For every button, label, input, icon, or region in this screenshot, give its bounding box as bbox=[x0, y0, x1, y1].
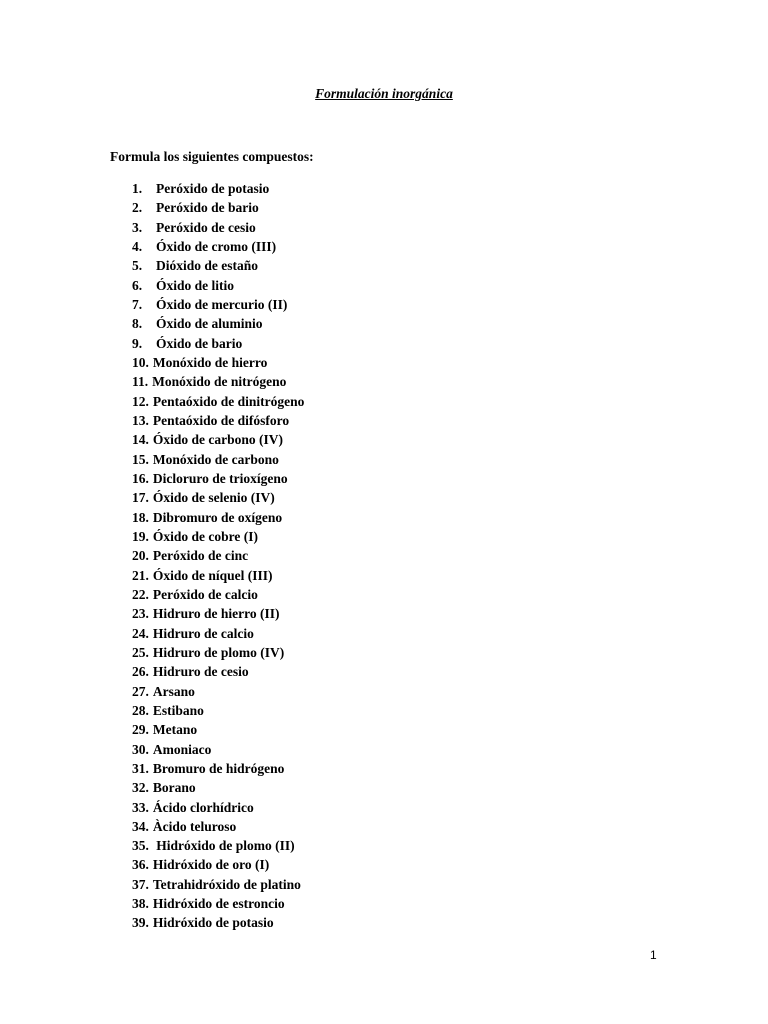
list-item-text: Hidróxido de oro (I) bbox=[152, 857, 270, 873]
list-item-text: Dibromuro de oxígeno bbox=[152, 509, 283, 525]
list-item bbox=[132, 546, 304, 565]
list-item-number: 13. bbox=[132, 412, 149, 428]
list-item-text: Arsano bbox=[152, 683, 195, 699]
list-item-number: 34. bbox=[132, 818, 149, 834]
list-item-number: 38. bbox=[132, 896, 149, 912]
list-item-text: Metano bbox=[152, 722, 198, 738]
document-title: Formulación inorgánica bbox=[315, 86, 453, 101]
list-item-text: Estibano bbox=[152, 702, 204, 718]
list-item-text: Óxido de níquel (III) bbox=[152, 567, 273, 583]
list-item-number: 15. bbox=[132, 451, 149, 467]
list-item bbox=[132, 411, 304, 430]
list-item bbox=[132, 295, 304, 314]
list-item-number: 37. bbox=[132, 876, 149, 892]
list-item-text: Dióxido de estaño bbox=[156, 258, 259, 274]
list-item bbox=[132, 276, 304, 295]
list-item-number: 1. bbox=[132, 181, 143, 196]
list-item bbox=[132, 508, 304, 527]
list-item-text: Hidruro de plomo (IV) bbox=[152, 644, 285, 660]
list-item bbox=[132, 798, 304, 817]
list-item-number: 16. bbox=[132, 470, 149, 486]
list-item-text: Pentaóxido de difósforo bbox=[152, 412, 290, 428]
list-item bbox=[132, 740, 304, 759]
list-item-text: Óxido de aluminio bbox=[156, 316, 263, 332]
list-item-number: 39. bbox=[132, 915, 149, 931]
list-item bbox=[132, 218, 304, 237]
list-item-text: Pentaóxido de dinitrógeno bbox=[152, 393, 305, 409]
list-item bbox=[132, 720, 304, 739]
list-item-number: 14. bbox=[132, 432, 149, 448]
list-item-number: 30. bbox=[132, 741, 149, 757]
list-item-number: 21. bbox=[132, 567, 149, 583]
list-item-text: Óxido de cromo (III) bbox=[156, 238, 277, 254]
list-item bbox=[132, 662, 304, 681]
list-item-number: 36. bbox=[132, 857, 149, 873]
list-item-text: Hidróxido de plomo (II) bbox=[152, 838, 295, 854]
list-item bbox=[132, 759, 304, 778]
list-item-text: Óxido de cobre (I) bbox=[152, 528, 258, 544]
list-item-number: 19. bbox=[132, 528, 149, 544]
list-item bbox=[132, 392, 304, 411]
list-item-text: Peróxido de potasio bbox=[156, 181, 270, 196]
list-item-number: 32. bbox=[132, 780, 149, 796]
list-item-number: 18. bbox=[132, 509, 149, 525]
list-item-text: Hidruro de cesio bbox=[152, 664, 249, 680]
list-item-number: 3. bbox=[132, 219, 143, 235]
list-item bbox=[132, 256, 304, 275]
list-item bbox=[132, 372, 304, 391]
list-item-text: Borano bbox=[152, 780, 196, 796]
list-item-text: Hidruro de calcio bbox=[152, 625, 254, 641]
list-item-number: 22. bbox=[132, 586, 149, 602]
list-item bbox=[132, 585, 304, 604]
list-item-text: Dicloruro de trioxígeno bbox=[152, 470, 288, 486]
list-item-text: Monóxido de carbono bbox=[152, 451, 279, 467]
list-item bbox=[132, 353, 304, 372]
list-item-number: 28. bbox=[132, 702, 149, 718]
list-item bbox=[132, 875, 304, 894]
list-item bbox=[132, 682, 304, 701]
list-item-number: 9. bbox=[132, 335, 143, 351]
list-item-number: 10. bbox=[132, 354, 149, 370]
list-item-number: 35. bbox=[132, 838, 149, 854]
list-item-number: 12. bbox=[132, 393, 149, 409]
list-item-text: Peróxido de cinc bbox=[152, 548, 249, 564]
list-item-number: 4. bbox=[132, 238, 143, 254]
list-item-text: Amoniaco bbox=[152, 741, 212, 757]
instruction-text: Formula los siguientes compuestos: bbox=[110, 149, 314, 164]
list-item-text: Óxido de litio bbox=[156, 277, 235, 293]
list-item-text: Hidróxido de potasio bbox=[152, 915, 274, 931]
list-item-number: 27. bbox=[132, 683, 149, 699]
list-item-number: 23. bbox=[132, 606, 149, 622]
list-item-number: 17. bbox=[132, 490, 149, 506]
list-item bbox=[132, 334, 304, 353]
list-item bbox=[132, 488, 304, 507]
list-item-number: 31. bbox=[132, 760, 149, 776]
list-item-number: 8. bbox=[132, 316, 143, 332]
list-item-text: Peróxido de bario bbox=[156, 200, 259, 216]
list-item-number: 29. bbox=[132, 722, 149, 738]
list-item-text: Hidróxido de estroncio bbox=[152, 896, 285, 912]
list-item-number: 20. bbox=[132, 548, 149, 564]
list-item bbox=[132, 855, 304, 874]
list-item bbox=[132, 778, 304, 797]
list-item-number: 5. bbox=[132, 258, 143, 274]
list-item-number: 11. bbox=[132, 374, 149, 390]
list-item-text: Tetrahidróxido de platino bbox=[152, 876, 301, 892]
list-item-number: 2. bbox=[132, 200, 143, 216]
list-item bbox=[132, 894, 304, 913]
page-number: 1 bbox=[650, 948, 657, 962]
list-item-text: Àcido teluroso bbox=[152, 818, 237, 834]
list-item bbox=[132, 701, 304, 720]
list-item bbox=[132, 237, 304, 256]
list-item-text: Bromuro de hidrógeno bbox=[152, 760, 285, 776]
list-item bbox=[132, 430, 304, 449]
list-item bbox=[132, 566, 304, 585]
list-item-text: Óxido de carbono (IV) bbox=[152, 432, 284, 448]
list-item-text: Óxido de mercurio (II) bbox=[156, 296, 288, 312]
list-item-text: Peróxido de cesio bbox=[156, 219, 256, 235]
list-item bbox=[132, 624, 304, 643]
list-item-text: Óxido de bario bbox=[156, 335, 243, 351]
list-item-text: Hidruro de hierro (II) bbox=[152, 606, 280, 622]
list-item-number: 7. bbox=[132, 296, 143, 312]
list-item bbox=[132, 913, 304, 932]
list-item bbox=[132, 836, 304, 855]
list-item-text: Ácido clorhídrico bbox=[152, 799, 254, 815]
list-item-number: 26. bbox=[132, 664, 149, 680]
list-item bbox=[132, 643, 304, 662]
list-item bbox=[132, 450, 304, 469]
list-item-text: Monóxido de hierro bbox=[152, 354, 268, 370]
exercise-list bbox=[132, 179, 304, 933]
list-item bbox=[132, 604, 304, 623]
list-item-number: 6. bbox=[132, 277, 143, 293]
list-item-text: Peróxido de calcio bbox=[152, 586, 258, 602]
list-item bbox=[132, 179, 304, 198]
list-item-number: 33. bbox=[132, 799, 149, 815]
list-item-number: 24. bbox=[132, 625, 149, 641]
list-item bbox=[132, 469, 304, 488]
list-item bbox=[132, 314, 304, 333]
list-item-text: Óxido de selenio (IV) bbox=[152, 490, 275, 506]
list-item bbox=[132, 817, 304, 836]
list-item-number: 25. bbox=[132, 644, 149, 660]
list-item bbox=[132, 198, 304, 217]
list-item bbox=[132, 527, 304, 546]
list-item-text: Monóxido de nitrógeno bbox=[152, 374, 287, 390]
